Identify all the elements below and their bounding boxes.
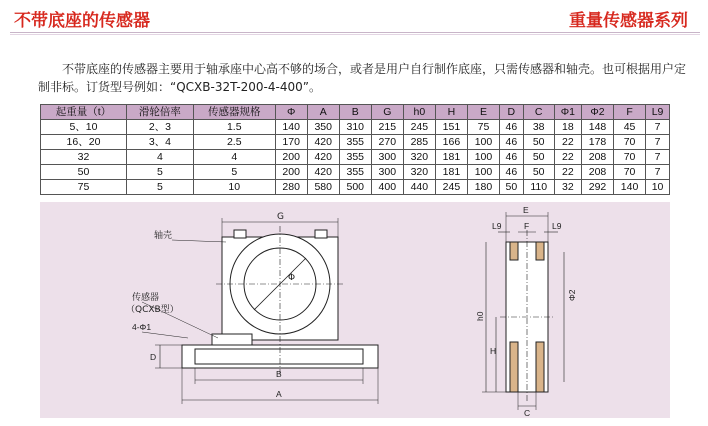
table-cell: 46	[499, 120, 523, 135]
column-header: Φ1	[554, 105, 581, 120]
table-cell: 245	[435, 180, 467, 195]
label-l9-left: L9	[492, 221, 502, 231]
column-header: D	[499, 105, 523, 120]
table-cell: 70	[614, 150, 646, 165]
table-cell: 420	[307, 150, 339, 165]
table-cell: 420	[307, 135, 339, 150]
column-header: h0	[403, 105, 435, 120]
table-cell: 100	[467, 135, 499, 150]
table-cell: 7	[646, 150, 670, 165]
table-cell: 7	[646, 135, 670, 150]
column-header: Φ	[275, 105, 307, 120]
table-body	[41, 120, 670, 195]
header-divider-secondary	[10, 34, 700, 35]
table-cell: 38	[523, 120, 554, 135]
table-cell: 7	[646, 165, 670, 180]
table-cell: 400	[371, 180, 403, 195]
table-cell: 208	[582, 150, 614, 165]
flange-bottom-left	[510, 342, 518, 392]
drawing-panel	[40, 202, 670, 418]
table-cell: 22	[554, 165, 581, 180]
label-h0: h0	[475, 311, 485, 321]
table-cell: 350	[307, 120, 339, 135]
label-phi: Φ	[288, 273, 296, 283]
label-d: D	[150, 352, 157, 362]
label-shell: 轴壳	[154, 231, 173, 241]
table-cell: 75	[41, 180, 127, 195]
table-row	[41, 165, 670, 180]
table-cell: 300	[371, 150, 403, 165]
table-cell: 50	[523, 135, 554, 150]
table-cell: 50	[41, 165, 127, 180]
table-cell: 140	[275, 120, 307, 135]
table-cell: 148	[582, 120, 614, 135]
label-holes: 4-Φ1	[132, 322, 152, 332]
label-sensor: 传感器	[132, 293, 160, 303]
dimension-drawing	[40, 202, 670, 418]
label-a: A	[276, 389, 282, 399]
table-row	[41, 150, 670, 165]
header-divider	[10, 32, 700, 33]
label-phi2: Φ2	[567, 289, 577, 301]
table-cell: 5	[193, 165, 275, 180]
table-cell: 181	[435, 150, 467, 165]
table-cell: 1.5	[193, 120, 275, 135]
table-row	[41, 120, 670, 135]
table-cell: 440	[403, 180, 435, 195]
column-header: E	[467, 105, 499, 120]
table-cell: 32	[554, 180, 581, 195]
table-cell: 22	[554, 135, 581, 150]
table-cell: 2、3	[126, 120, 193, 135]
label-c: C	[524, 408, 531, 418]
label-b: B	[276, 369, 282, 379]
table-cell: 170	[275, 135, 307, 150]
flange-bottom-right	[536, 342, 544, 392]
label-model: （QCXB型）	[126, 305, 179, 315]
table-cell: 5	[126, 165, 193, 180]
table-cell: 355	[339, 165, 371, 180]
table-cell: 2.5	[193, 135, 275, 150]
table-cell: 280	[275, 180, 307, 195]
intro-paragraph: 不带底座的传感器主要用于轴承座中心高不够的场合，或者是用户自行制作底座，只需传感器和轴壳。也可根据用户定制非标。订货型号例如：“QCXB-32T-200-4-400”。	[38, 62, 687, 94]
table-cell: 355	[339, 135, 371, 150]
table-cell: 215	[371, 120, 403, 135]
label-e: E	[523, 205, 529, 215]
column-header: B	[339, 105, 371, 120]
table-cell: 320	[403, 150, 435, 165]
table-cell: 75	[467, 120, 499, 135]
table-cell: 5	[126, 180, 193, 195]
holes-leader	[142, 332, 188, 338]
spec-table	[40, 104, 670, 195]
table-cell: 50	[523, 150, 554, 165]
table-cell: 10	[646, 180, 670, 195]
table-cell: 7	[646, 120, 670, 135]
page-title: 不带底座的传感器	[14, 11, 150, 31]
table-cell: 355	[339, 150, 371, 165]
column-header: H	[435, 105, 467, 120]
sensor-block	[212, 334, 252, 345]
column-header: Φ2	[582, 105, 614, 120]
table-cell: 70	[614, 165, 646, 180]
table-cell: 16、20	[41, 135, 127, 150]
table-row	[41, 135, 670, 150]
table-cell: 320	[403, 165, 435, 180]
table-cell: 245	[403, 120, 435, 135]
table-cell: 18	[554, 120, 581, 135]
bolt-right	[315, 230, 327, 238]
table-cell: 46	[499, 165, 523, 180]
table-cell: 151	[435, 120, 467, 135]
series-title: 重量传感器系列	[569, 11, 688, 31]
column-header: C	[523, 105, 554, 120]
table-header-row	[41, 105, 670, 120]
column-header: 起重量（t）	[41, 105, 127, 120]
table-cell: 178	[582, 135, 614, 150]
table-cell: 45	[614, 120, 646, 135]
table-cell: 580	[307, 180, 339, 195]
table-cell: 292	[582, 180, 614, 195]
table-row	[41, 180, 670, 195]
bolt-left	[234, 230, 246, 238]
table-cell: 46	[499, 135, 523, 150]
table-cell: 70	[614, 135, 646, 150]
table-cell: 110	[523, 180, 554, 195]
label-g: G	[277, 212, 284, 222]
table-cell: 50	[523, 165, 554, 180]
flange-top-left	[510, 242, 518, 260]
table-cell: 500	[339, 180, 371, 195]
table-cell: 180	[467, 180, 499, 195]
table-cell: 100	[467, 165, 499, 180]
table-cell: 200	[275, 150, 307, 165]
column-header: F	[614, 105, 646, 120]
label-f: F	[524, 221, 530, 231]
table-cell: 208	[582, 165, 614, 180]
label-l9-right: L9	[552, 221, 562, 231]
table-cell: 3、4	[126, 135, 193, 150]
table-cell: 140	[614, 180, 646, 195]
table-cell: 22	[554, 150, 581, 165]
column-header: 滑轮倍率	[126, 105, 193, 120]
table-cell: 4	[193, 150, 275, 165]
table-cell: 285	[403, 135, 435, 150]
table-cell: 310	[339, 120, 371, 135]
table-cell: 270	[371, 135, 403, 150]
column-header: G	[371, 105, 403, 120]
column-header: 传感器规格	[193, 105, 275, 120]
table-cell: 46	[499, 150, 523, 165]
table-cell: 50	[499, 180, 523, 195]
table-cell: 166	[435, 135, 467, 150]
table-cell: 420	[307, 165, 339, 180]
column-header: A	[307, 105, 339, 120]
table-cell: 200	[275, 165, 307, 180]
table-cell: 10	[193, 180, 275, 195]
flange-top-right	[536, 242, 544, 260]
table-cell: 181	[435, 165, 467, 180]
shell-leader	[172, 240, 226, 242]
side-view	[482, 212, 564, 410]
table-cell: 5、10	[41, 120, 127, 135]
table-cell: 4	[126, 150, 193, 165]
label-h: H	[490, 346, 497, 356]
table-cell: 100	[467, 150, 499, 165]
column-header: L9	[646, 105, 670, 120]
table-cell: 32	[41, 150, 127, 165]
table-cell: 300	[371, 165, 403, 180]
